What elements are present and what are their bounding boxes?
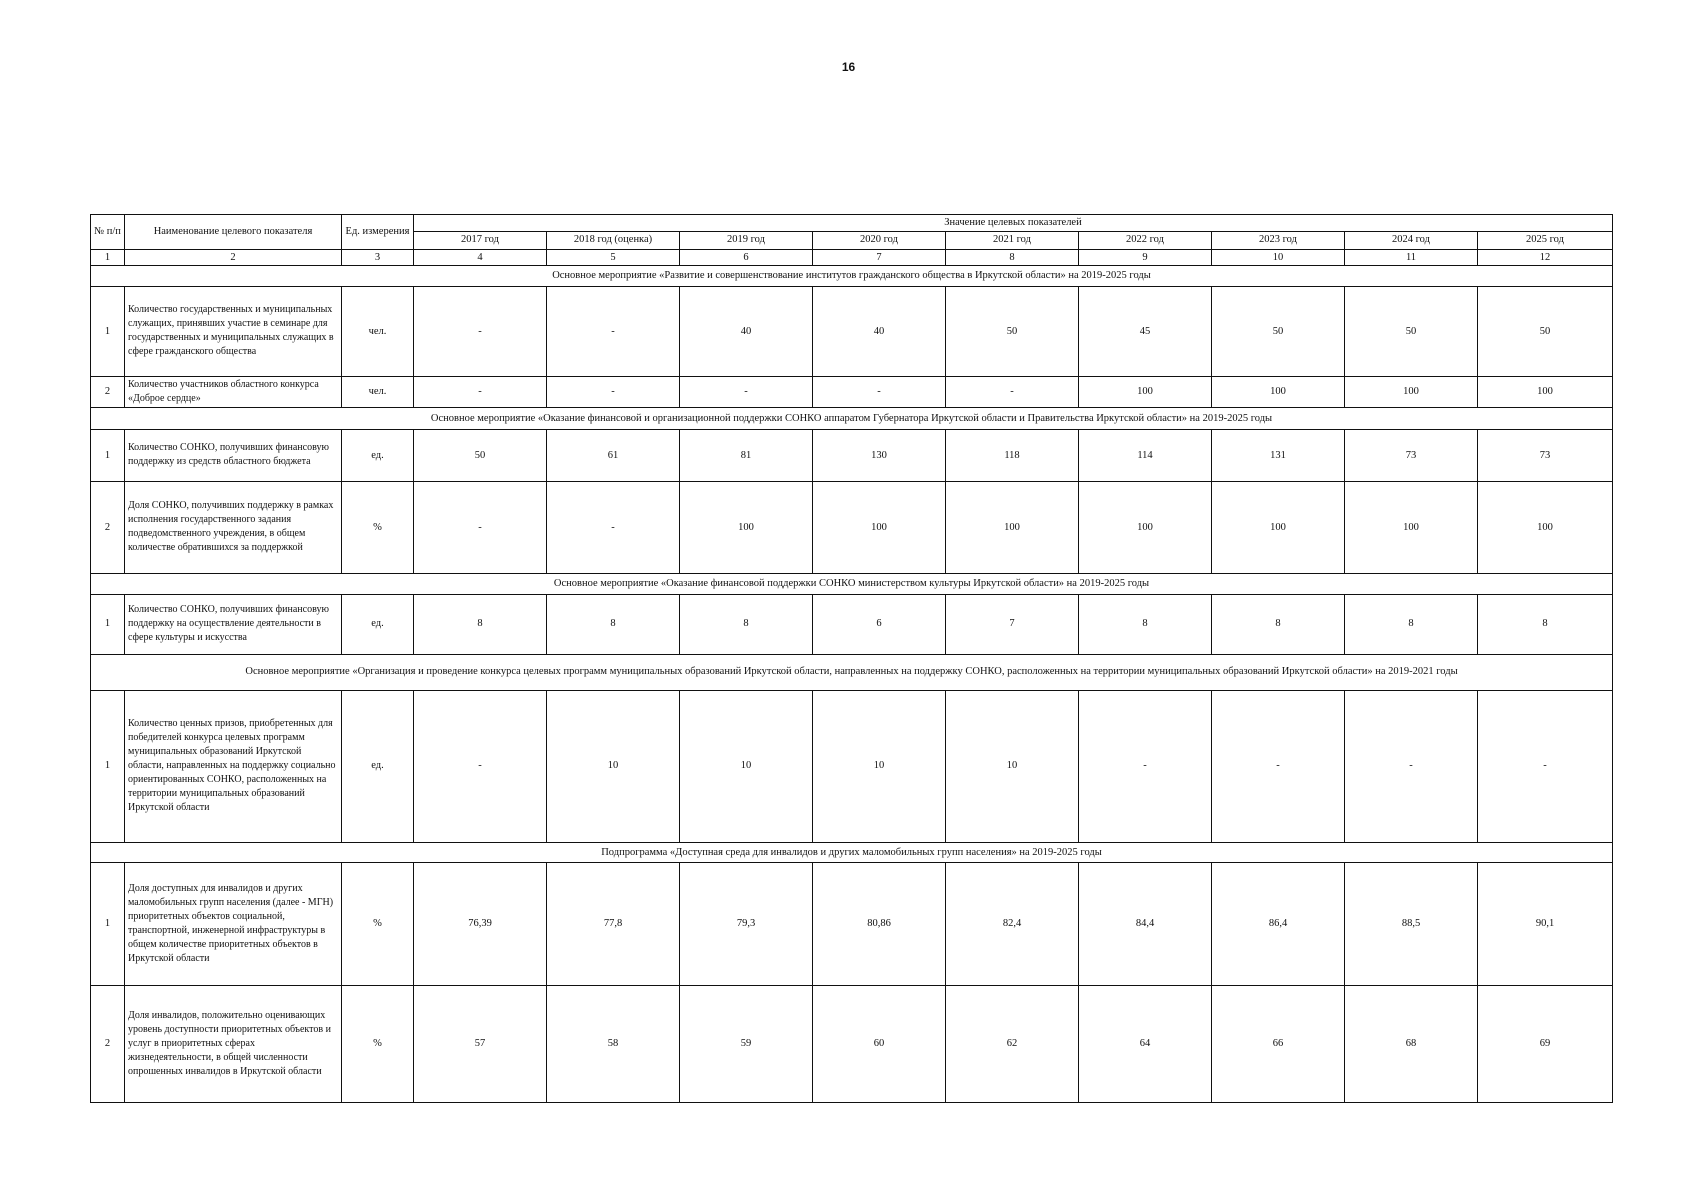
indicator-value: 60 [813, 986, 946, 1103]
column-number: 11 [1345, 249, 1478, 266]
target-indicators-table [90, 214, 1613, 1103]
table-row [91, 690, 1613, 842]
header-year: 2020 год [813, 231, 946, 249]
indicator-unit: чел. [342, 376, 414, 407]
indicator-value: 100 [1345, 376, 1478, 407]
indicator-value: - [414, 690, 547, 842]
indicator-value: 130 [813, 429, 946, 481]
indicator-value: 100 [1478, 481, 1613, 573]
column-number: 10 [1212, 249, 1345, 266]
table-row [91, 286, 1613, 376]
indicator-value: 80,86 [813, 863, 946, 986]
indicator-value: 100 [1212, 481, 1345, 573]
indicator-value: 8 [1212, 594, 1345, 654]
indicator-value: 8 [1478, 594, 1613, 654]
indicator-value: 100 [1079, 376, 1212, 407]
indicator-value: - [547, 286, 680, 376]
indicator-value: 10 [946, 690, 1079, 842]
table-header [91, 215, 1613, 266]
indicator-name: Доля СОНКО, получивших поддержку в рамках исполнения государственного задания подведомственного учреждения, в общем количестве обратившихся за поддержкой [125, 481, 342, 573]
indicator-value: 66 [1212, 986, 1345, 1103]
indicator-value: 118 [946, 429, 1079, 481]
indicator-name: Доля инвалидов, положительно оценивающих уровень доступности приоритетных объектов и услуг в приоритетных сферах жизнедеятельности, в общей численности опрошенных инвалидов в Иркутской области [125, 986, 342, 1103]
column-number: 4 [414, 249, 547, 266]
indicator-value: 100 [680, 481, 813, 573]
indicator-value: 100 [1079, 481, 1212, 573]
table-body [91, 266, 1613, 1103]
indicator-value: - [1345, 690, 1478, 842]
indicator-value: 100 [946, 481, 1079, 573]
indicator-value: - [414, 481, 547, 573]
indicator-value: 68 [1345, 986, 1478, 1103]
indicator-value: 8 [680, 594, 813, 654]
indicator-value: 90,1 [1478, 863, 1613, 986]
header-year: 2019 год [680, 231, 813, 249]
indicator-value: - [547, 481, 680, 573]
column-number: 1 [91, 249, 125, 266]
header-name: Наименование целевого показателя [125, 215, 342, 250]
row-number: 2 [91, 481, 125, 573]
indicator-value: 64 [1079, 986, 1212, 1103]
indicator-value: 58 [547, 986, 680, 1103]
table-row [91, 594, 1613, 654]
header-year: 2024 год [1345, 231, 1478, 249]
row-number: 1 [91, 429, 125, 481]
indicator-unit: ед. [342, 429, 414, 481]
row-number: 2 [91, 376, 125, 407]
indicator-value: 100 [1345, 481, 1478, 573]
column-number: 8 [946, 249, 1079, 266]
indicator-value: 50 [414, 429, 547, 481]
indicator-value: 8 [1079, 594, 1212, 654]
column-number: 6 [680, 249, 813, 266]
indicator-value: - [680, 376, 813, 407]
indicator-value: 88,5 [1345, 863, 1478, 986]
indicator-value: - [813, 376, 946, 407]
header-values-group: Значение целевых показателей [414, 215, 1613, 232]
table-row [91, 863, 1613, 986]
indicator-value: 6 [813, 594, 946, 654]
row-number: 1 [91, 690, 125, 842]
indicator-value: 86,4 [1212, 863, 1345, 986]
indicator-value: - [414, 286, 547, 376]
indicator-value: 45 [1079, 286, 1212, 376]
indicator-value: 73 [1345, 429, 1478, 481]
indicator-value: 62 [946, 986, 1079, 1103]
indicator-value: 77,8 [547, 863, 680, 986]
indicator-unit: % [342, 863, 414, 986]
header-year: 2017 год [414, 231, 547, 249]
indicator-value: - [414, 376, 547, 407]
indicator-value: 8 [414, 594, 547, 654]
header-unit: Ед. измерения [342, 215, 414, 250]
indicator-value: 50 [1478, 286, 1613, 376]
indicator-value: 50 [1212, 286, 1345, 376]
indicator-value: 50 [1345, 286, 1478, 376]
indicator-value: 10 [680, 690, 813, 842]
indicator-unit: ед. [342, 690, 414, 842]
indicator-name: Доля доступных для инвалидов и других маломобильных групп населения (далее - МГН) приоритетных объектов социальной, транспортной, инженерной инфраструктуры в общем количестве приоритетных объектов в Иркутской области [125, 863, 342, 986]
table-row [91, 429, 1613, 481]
row-number: 1 [91, 594, 125, 654]
indicator-name: Количество СОНКО, получивших финансовую поддержку на осуществление деятельности в сфере культуры и искусства [125, 594, 342, 654]
column-number: 2 [125, 249, 342, 266]
indicator-value: 7 [946, 594, 1079, 654]
section-header-row [91, 407, 1613, 429]
indicator-value: 100 [1478, 376, 1613, 407]
section-header-row [91, 266, 1613, 287]
header-year: 2023 год [1212, 231, 1345, 249]
section-header-row [91, 842, 1613, 863]
section-title: Основное мероприятие «Организация и проведение конкурса целевых программ муниципальных образований Иркутской области, направленных на поддержку СОНКО, расположенных на территории муниципальных образований Иркутской области» на 2019-2021 годы [91, 654, 1613, 690]
indicator-value: 82,4 [946, 863, 1079, 986]
indicator-value: 8 [1345, 594, 1478, 654]
indicator-value: 59 [680, 986, 813, 1103]
indicator-value: 81 [680, 429, 813, 481]
indicator-value: 114 [1079, 429, 1212, 481]
indicator-value: - [1212, 690, 1345, 842]
indicator-value: 73 [1478, 429, 1613, 481]
indicator-value: - [1079, 690, 1212, 842]
header-year: 2025 год [1478, 231, 1613, 249]
indicator-unit: % [342, 481, 414, 573]
column-number: 12 [1478, 249, 1613, 266]
indicator-name: Количество участников областного конкурса «Доброе сердце» [125, 376, 342, 407]
indicator-value: 40 [813, 286, 946, 376]
indicator-value: 100 [1212, 376, 1345, 407]
row-number: 1 [91, 863, 125, 986]
indicator-value: 84,4 [1079, 863, 1212, 986]
section-title: Основное мероприятие «Оказание финансовой и организационной поддержки СОНКО аппаратом Губернатора Иркутской области и Правительства Иркутской области» на 2019-2025 годы [91, 407, 1613, 429]
header-year: 2018 год (оценка) [547, 231, 680, 249]
header-year: 2021 год [946, 231, 1079, 249]
indicator-unit: ед. [342, 594, 414, 654]
indicator-value: - [1478, 690, 1613, 842]
page-number: 16 [841, 60, 856, 74]
header-row-1 [91, 215, 1613, 232]
indicator-value: 100 [813, 481, 946, 573]
indicator-value: 10 [547, 690, 680, 842]
indicator-value: - [946, 376, 1079, 407]
section-title: Подпрограмма «Доступная среда для инвалидов и других маломобильных групп населения» на 2019-2025 годы [91, 842, 1613, 863]
indicator-value: - [547, 376, 680, 407]
indicator-name: Количество СОНКО, получивших финансовую поддержку из средств областного бюджета [125, 429, 342, 481]
table-row [91, 376, 1613, 407]
column-number: 3 [342, 249, 414, 266]
column-number: 7 [813, 249, 946, 266]
indicator-unit: чел. [342, 286, 414, 376]
table-row [91, 986, 1613, 1103]
table-row [91, 481, 1613, 573]
row-number: 2 [91, 986, 125, 1103]
indicator-value: 76,39 [414, 863, 547, 986]
section-header-row [91, 573, 1613, 594]
indicator-value: 131 [1212, 429, 1345, 481]
section-title: Основное мероприятие «Оказание финансовой поддержки СОНКО министерством культуры Иркутской области» на 2019-2025 годы [91, 573, 1613, 594]
column-number: 5 [547, 249, 680, 266]
indicator-value: 79,3 [680, 863, 813, 986]
indicator-name: Количество ценных призов, приобретенных для победителей конкурса целевых программ муниципальных образований Иркутской области, направленных на поддержку социально ориентированных СОНКО, расположенных на территории муниципальных образований Иркутской области [125, 690, 342, 842]
indicator-unit: % [342, 986, 414, 1103]
indicator-value: 40 [680, 286, 813, 376]
indicator-value: 57 [414, 986, 547, 1103]
indicator-value: 50 [946, 286, 1079, 376]
indicator-value: 69 [1478, 986, 1613, 1103]
section-header-row [91, 654, 1613, 690]
indicator-value: 8 [547, 594, 680, 654]
indicator-value: 10 [813, 690, 946, 842]
header-year: 2022 год [1079, 231, 1212, 249]
section-title: Основное мероприятие «Развитие и совершенствование институтов гражданского общества в Иркутской области» на 2019-2025 годы [91, 266, 1613, 287]
indicator-value: 61 [547, 429, 680, 481]
header-num: № п/п [91, 215, 125, 250]
indicator-table-container [90, 214, 1612, 1103]
indicator-name: Количество государственных и муниципальных служащих, принявших участие в семинаре для государственных и муниципальных служащих в сфере гражданского общества [125, 286, 342, 376]
row-number: 1 [91, 286, 125, 376]
header-column-numbers-row [91, 249, 1613, 266]
column-number: 9 [1079, 249, 1212, 266]
